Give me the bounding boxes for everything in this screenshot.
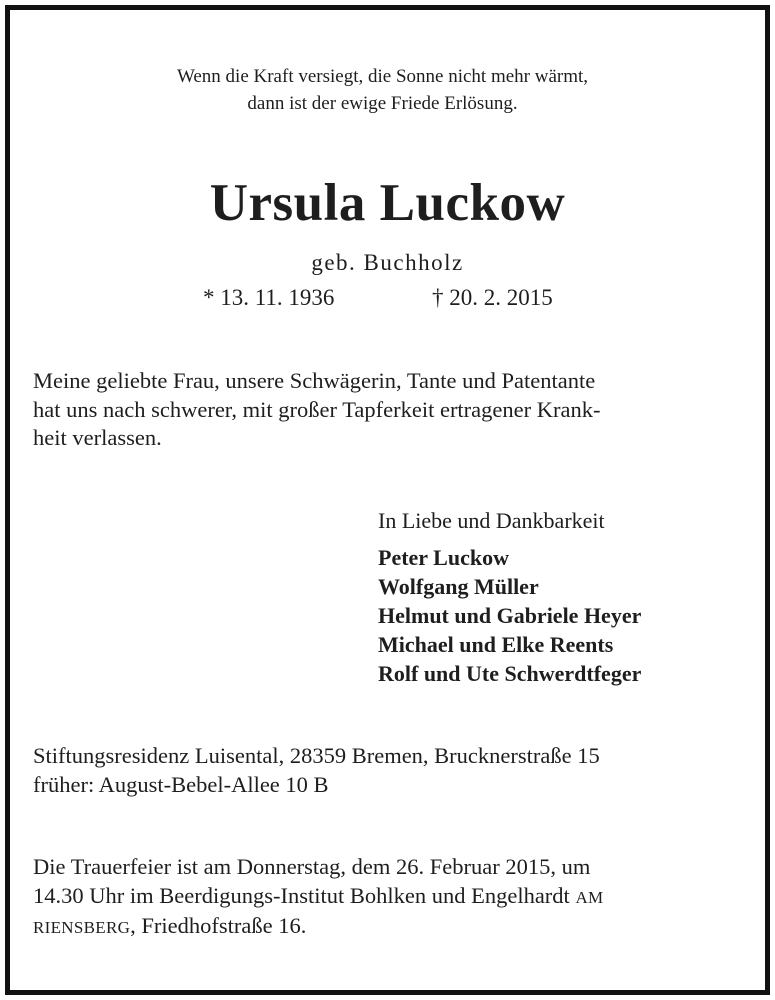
announcement-text	[33, 367, 600, 453]
mourners-intro: In Liebe und Dankbarkeit	[378, 508, 605, 533]
death-date: † 20. 2. 2015	[432, 285, 553, 310]
mourner-name: Rolf und Ute Schwerdtfeger	[378, 661, 642, 686]
funeral-info	[33, 853, 603, 943]
address-line-1: Stiftungsresidenz Luisental, 28359 Bremen, Brucknerstraße 15	[33, 743, 600, 768]
announcement-line-1: Meine geliebte Frau, unsere Schwägerin, Tante und Patentante	[33, 368, 596, 393]
mourner-name: Wolfgang Müller	[378, 574, 539, 599]
announcement-line-3: heit verlassen.	[33, 425, 162, 450]
motto-line-1: Wenn die Kraft versiegt, die Sonne nicht mehr wärmt,	[176, 66, 589, 87]
motto-line-2: dann ist der ewige Friede Erlösung.	[247, 93, 518, 114]
funeral-line-3	[33, 912, 603, 943]
address-line-2: früher: August-Bebel-Allee 10 B	[33, 771, 329, 797]
announcement-line-2: hat uns nach schwerer, mit großer Tapferkeit ertragener Krank-	[33, 396, 601, 422]
funeral-line-3-text: , Friedhofstraße 16.	[130, 913, 307, 938]
mourner-name: Peter Luckow	[378, 545, 509, 570]
funeral-line-2-text: 14.30 Uhr im Beerdigungs-Institut Bohlken und Engelhardt	[33, 882, 576, 908]
address-block	[33, 742, 600, 799]
birth-date: * 13. 11. 1936	[203, 285, 335, 310]
funeral-line-2-caps: AM	[575, 887, 604, 907]
deceased-name: Ursula Luckow	[209, 174, 566, 232]
mourners-list	[378, 543, 641, 688]
funeral-line-1: Die Trauerfeier ist am Donnerstag, dem 26. Februar 2015, um	[33, 854, 591, 879]
motto-verse	[0, 63, 765, 117]
mourners-block	[378, 506, 641, 688]
funeral-line-3-caps: RIENSBERG	[33, 918, 131, 937]
funeral-line-2	[33, 882, 603, 913]
mourner-name: Michael und Elke Reents	[378, 632, 614, 657]
mourner-name: Helmut und Gabriele Heyer	[378, 603, 642, 628]
birth-name: geb. Buchholz	[311, 250, 464, 275]
obituary-frame	[5, 5, 770, 995]
